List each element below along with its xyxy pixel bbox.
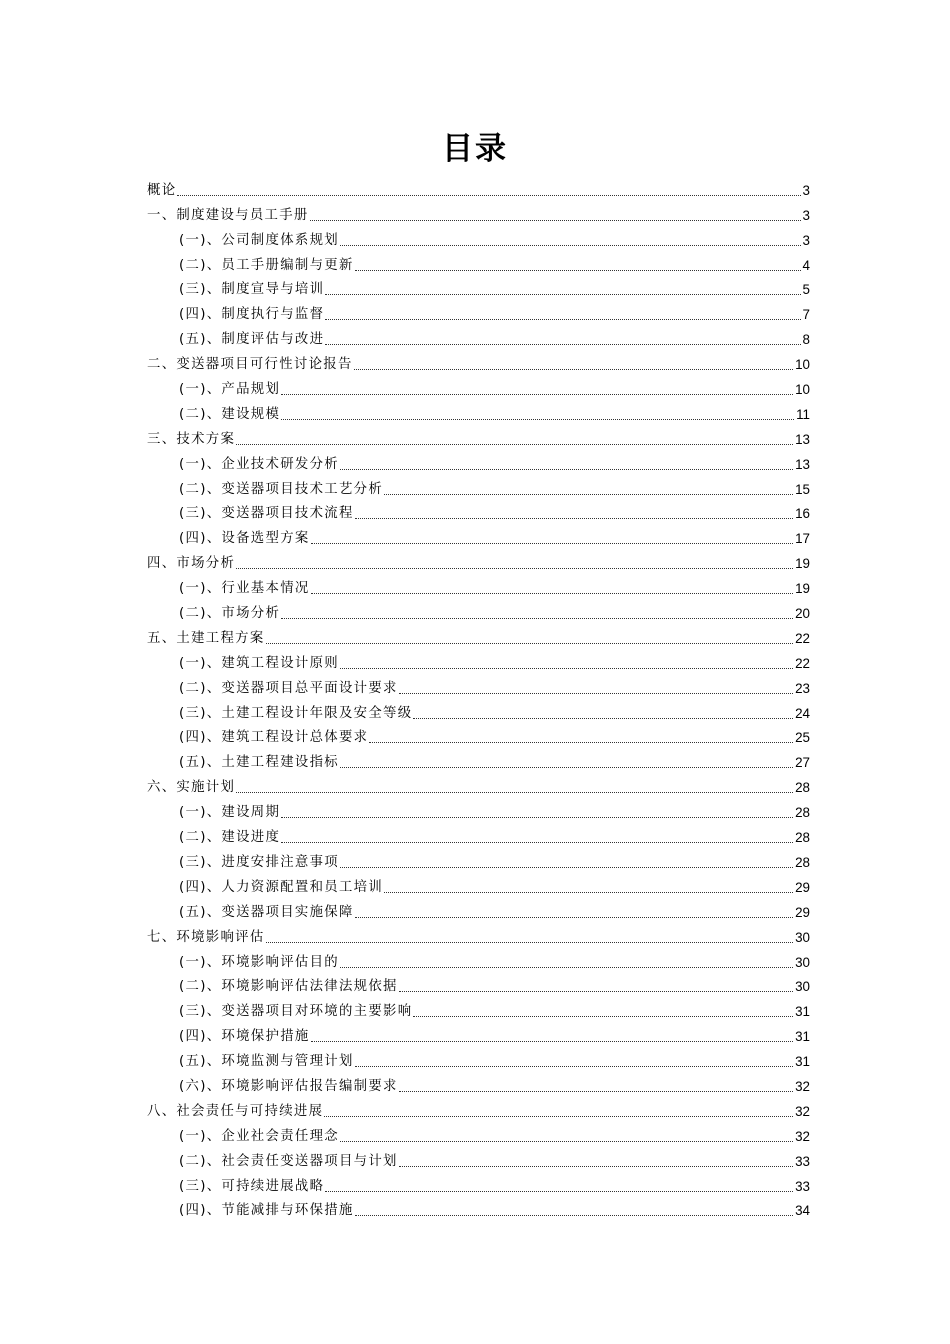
dot-leader	[281, 418, 794, 420]
dot-leader	[355, 517, 793, 519]
toc-section-entry[interactable]	[147, 1096, 810, 1121]
toc-subsection-entry[interactable]	[147, 324, 810, 349]
toc-entry-label: (二)、变送器项目技术工艺分析	[179, 481, 384, 497]
toc-entry-label: (一)、企业社会责任理念	[179, 1128, 339, 1144]
toc-entry-label: 概论	[147, 182, 177, 198]
toc-subsection-entry[interactable]	[147, 698, 810, 723]
toc-page-number: 33	[795, 1153, 810, 1169]
toc-subsection-entry[interactable]	[147, 1121, 810, 1146]
dot-leader	[311, 1040, 794, 1042]
toc-page-number: 30	[795, 979, 810, 995]
toc-entry-label: (一)、建筑工程设计原则	[179, 655, 339, 671]
dot-leader	[340, 966, 793, 968]
toc-entry-label: (四)、建筑工程设计总体要求	[179, 730, 369, 746]
toc-subsection-entry[interactable]	[147, 996, 810, 1021]
dot-leader	[325, 293, 800, 295]
toc-page-number: 29	[795, 904, 810, 920]
toc-section-entry[interactable]	[147, 922, 810, 947]
dot-leader	[340, 766, 793, 768]
toc-subsection-entry[interactable]	[147, 474, 810, 499]
dot-leader	[236, 567, 793, 569]
dot-leader	[236, 791, 793, 793]
toc-entry-label: 四、市场分析	[147, 556, 236, 572]
toc-subsection-entry[interactable]	[147, 449, 810, 474]
dot-leader	[355, 269, 801, 271]
toc-entry-label: (一)、环境影响评估目的	[179, 954, 339, 970]
toc-entry-label: (五)、环境监测与管理计划	[179, 1054, 354, 1070]
toc-subsection-entry[interactable]	[147, 374, 810, 399]
dot-leader	[399, 990, 793, 992]
dot-leader	[311, 542, 794, 544]
toc-entry-label: 一、制度建设与员工手册	[147, 207, 309, 223]
toc-page-number: 33	[795, 1178, 810, 1194]
toc-entry-label: (二)、员工手册编制与更新	[179, 257, 354, 273]
toc-page-number: 20	[795, 606, 810, 622]
toc-section-entry[interactable]	[147, 200, 810, 225]
dot-leader	[413, 1015, 793, 1017]
toc-page-number: 31	[795, 1029, 810, 1045]
toc-entry-label: (三)、进度安排注意事项	[179, 854, 339, 870]
dot-leader	[281, 816, 793, 818]
dot-leader	[340, 244, 801, 246]
toc-entry-label: (一)、建设周期	[179, 805, 281, 821]
dot-leader	[325, 343, 800, 345]
toc-page-number: 16	[795, 506, 810, 522]
toc-subsection-entry[interactable]	[147, 299, 810, 324]
toc-page-number: 34	[795, 1203, 810, 1219]
dot-leader	[399, 1165, 793, 1167]
dot-leader	[369, 741, 793, 743]
toc-page-number: 22	[795, 630, 810, 646]
toc-page-number: 15	[795, 481, 810, 497]
toc-subsection-entry[interactable]	[147, 275, 810, 300]
toc-page-number: 3	[802, 207, 810, 223]
toc-page-number: 10	[795, 357, 810, 373]
toc-page-number: 28	[795, 854, 810, 870]
toc-subsection-entry[interactable]	[147, 847, 810, 872]
toc-subsection-entry[interactable]	[147, 1021, 810, 1046]
toc-entry-label: (二)、建设进度	[179, 830, 281, 846]
toc-subsection-entry[interactable]	[147, 947, 810, 972]
toc-page-number: 13	[795, 456, 810, 472]
toc-entry-label: (四)、环境保护措施	[179, 1029, 310, 1045]
dot-leader	[399, 1090, 793, 1092]
toc-title: 目录	[442, 131, 508, 167]
toc-entry-label: (三)、变送器项目技术流程	[179, 506, 354, 522]
toc-section-entry[interactable]	[147, 424, 810, 449]
dot-leader	[281, 393, 793, 395]
toc-subsection-entry[interactable]	[147, 897, 810, 922]
toc-entry-label: 七、环境影响评估	[147, 929, 265, 945]
toc-page-number: 4	[802, 257, 810, 273]
toc-page-number: 31	[795, 1004, 810, 1020]
toc-entry-label: (二)、环境影响评估法律法规依据	[179, 979, 398, 995]
toc-entry-label: (一)、行业基本情况	[179, 581, 310, 597]
table-of-contents	[147, 175, 810, 1220]
toc-page-number: 19	[795, 581, 810, 597]
toc-page-number: 22	[795, 655, 810, 671]
toc-subsection-entry[interactable]	[147, 822, 810, 847]
toc-page-number: 19	[795, 556, 810, 572]
toc-page-number: 23	[795, 680, 810, 696]
toc-subsection-entry[interactable]	[147, 573, 810, 598]
toc-page-number: 32	[795, 1103, 810, 1119]
dot-leader	[325, 318, 800, 320]
toc-page-number: 30	[795, 929, 810, 945]
toc-subsection-entry[interactable]	[147, 648, 810, 673]
toc-entry-label: 二、变送器项目可行性讨论报告	[147, 357, 353, 373]
toc-subsection-entry[interactable]	[147, 598, 810, 623]
toc-section-entry[interactable]	[147, 349, 810, 374]
dot-leader	[340, 1140, 793, 1142]
dot-leader	[355, 1214, 793, 1216]
toc-entry-label: (二)、市场分析	[179, 606, 281, 622]
toc-page-number: 28	[795, 830, 810, 846]
dot-leader	[340, 468, 793, 470]
toc-entry-label: 三、技术方案	[147, 431, 236, 447]
dot-leader	[266, 642, 794, 644]
toc-subsection-entry[interactable]	[147, 797, 810, 822]
dot-leader	[355, 1065, 793, 1067]
dot-leader	[384, 891, 793, 893]
toc-entry-label: (四)、人力资源配置和员工培训	[179, 879, 384, 895]
dot-leader	[384, 493, 793, 495]
toc-entry-label: 五、土建工程方案	[147, 630, 265, 646]
toc-entry-label: 八、社会责任与可持续进展	[147, 1103, 324, 1119]
toc-subsection-entry[interactable]	[147, 1071, 810, 1096]
toc-page-number: 5	[802, 282, 810, 298]
dot-leader	[355, 916, 793, 918]
dot-leader	[325, 1190, 793, 1192]
toc-subsection-entry[interactable]	[147, 747, 810, 772]
dot-leader	[311, 592, 794, 594]
toc-page-number: 30	[795, 954, 810, 970]
toc-subsection-entry[interactable]	[147, 250, 810, 275]
dot-leader	[324, 1115, 793, 1117]
toc-subsection-entry[interactable]	[147, 872, 810, 897]
toc-subsection-entry[interactable]	[147, 1046, 810, 1071]
toc-page-number: 13	[795, 431, 810, 447]
toc-subsection-entry[interactable]	[147, 1146, 810, 1171]
toc-subsection-entry[interactable]	[147, 1196, 810, 1221]
toc-entry-label: (五)、变送器项目实施保障	[179, 904, 354, 920]
toc-section-entry[interactable]	[147, 623, 810, 648]
toc-entry-label: (四)、设备选型方案	[179, 531, 310, 547]
toc-entry-label: (四)、节能减排与环保措施	[179, 1203, 354, 1219]
toc-page-number: 27	[795, 755, 810, 771]
toc-subsection-entry[interactable]	[147, 972, 810, 997]
toc-page-number: 31	[795, 1054, 810, 1070]
toc-page-number: 29	[795, 879, 810, 895]
toc-page-number: 28	[795, 780, 810, 796]
toc-entry-label: (一)、企业技术研发分析	[179, 456, 339, 472]
toc-page-number: 17	[795, 531, 810, 547]
toc-entry-label: (六)、环境影响评估报告编制要求	[179, 1078, 398, 1094]
dot-leader	[177, 194, 800, 196]
toc-page-number: 3	[802, 232, 810, 248]
toc-entry-label: (一)、公司制度体系规划	[179, 232, 339, 248]
toc-section-entry[interactable]	[147, 772, 810, 797]
dot-leader	[340, 667, 793, 669]
toc-page-number: 7	[802, 307, 810, 323]
dot-leader	[354, 368, 793, 370]
toc-section-entry[interactable]	[147, 548, 810, 573]
toc-page-number: 32	[795, 1078, 810, 1094]
dot-leader	[281, 617, 793, 619]
toc-subsection-entry[interactable]	[147, 673, 810, 698]
toc-subsection-entry[interactable]	[147, 723, 810, 748]
toc-page-number: 24	[795, 705, 810, 721]
dot-leader	[281, 841, 793, 843]
toc-entry-label: (二)、社会责任变送器项目与计划	[179, 1153, 398, 1169]
dot-leader	[413, 717, 793, 719]
dot-leader	[310, 219, 801, 221]
toc-entry-label: (一)、产品规划	[179, 382, 281, 398]
toc-page-number: 25	[795, 730, 810, 746]
toc-page-number: 28	[795, 805, 810, 821]
toc-subsection-entry[interactable]	[147, 499, 810, 524]
toc-page-number: 3	[802, 182, 810, 198]
toc-subsection-entry[interactable]	[147, 225, 810, 250]
toc-page-number: 32	[795, 1128, 810, 1144]
toc-subsection-entry[interactable]	[147, 399, 810, 424]
toc-entry-label: (二)、变送器项目总平面设计要求	[179, 680, 398, 696]
toc-section-entry[interactable]	[147, 175, 810, 200]
dot-leader	[340, 866, 793, 868]
toc-entry-label: (五)、土建工程建设指标	[179, 755, 339, 771]
toc-entry-label: (三)、土建工程设计年限及安全等级	[179, 705, 413, 721]
toc-entry-label: (三)、变送器项目对环境的主要影响	[179, 1004, 413, 1020]
toc-page-number: 11	[796, 406, 810, 422]
dot-leader	[236, 443, 793, 445]
toc-page-number: 8	[802, 332, 810, 348]
toc-subsection-entry[interactable]	[147, 1171, 810, 1196]
toc-entry-label: (五)、制度评估与改进	[179, 332, 325, 348]
toc-subsection-entry[interactable]	[147, 523, 810, 548]
dot-leader	[266, 941, 794, 943]
toc-page-number: 10	[795, 382, 810, 398]
toc-entry-label: (二)、建设规模	[179, 406, 281, 422]
dot-leader	[399, 692, 793, 694]
toc-entry-label: (四)、制度执行与监督	[179, 307, 325, 323]
toc-entry-label: (三)、可持续进展战略	[179, 1178, 325, 1194]
toc-entry-label: (三)、制度宣导与培训	[179, 282, 325, 298]
toc-entry-label: 六、实施计划	[147, 780, 236, 796]
